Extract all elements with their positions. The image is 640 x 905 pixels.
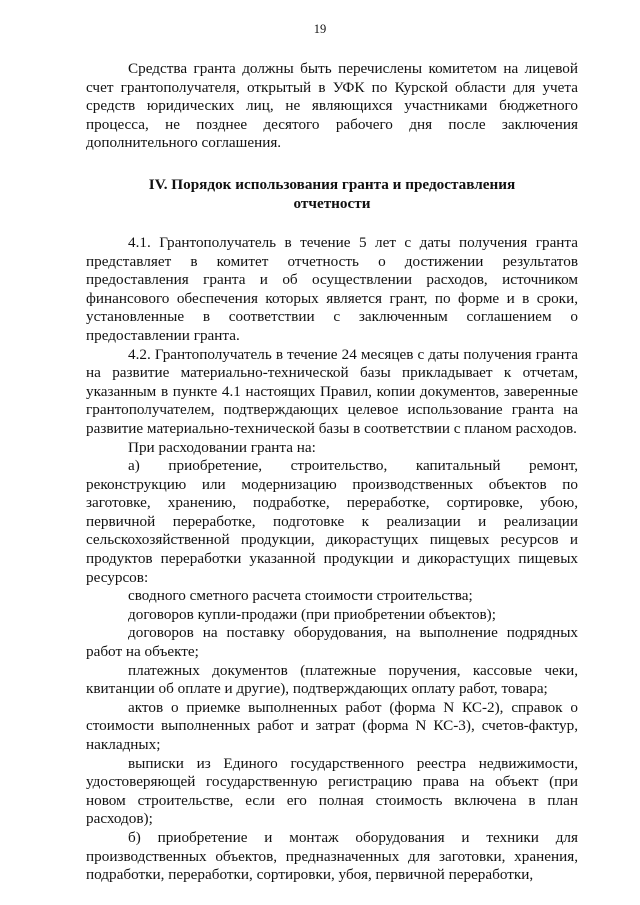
section-title [86, 175, 578, 213]
intro-paragraph: Средства гранта должны быть перечислены комитетом на лицевой счет грантополучателя, открытый в УФК по Курской области для учета средств юридических лиц, не являющихся участниками бюджетного процесса, не позднее десятого рабочего дня после заключения дополнительного соглашения. [86, 60, 578, 152]
doc-payment-documents: платежных документов (платежные поручения, кассовые чеки, квитанции об оплате и другие), подтверждающих оплату работ, товара; [86, 661, 578, 698]
doc-registry-extract: выписки из Единого государственного реестра недвижимости, удостоверяющей государственную регистрацию права на объект (при новом строительстве, если его полная стоимость включена в план расходов); [86, 754, 578, 828]
document-body [86, 60, 578, 885]
paragraph-4-1: 4.1. Грантополучатель в течение 5 лет с даты получения гранта представляет в комитет отчетность о достижении результатов предоставления гранта и об осуществлении расходов, источником финансового обеспечения которых является грант, по форме и в сроки, установленные в соответствии с заключенным соглашением о предоставлении гранта. [86, 233, 578, 344]
section-title-line-2: отчетности [293, 194, 371, 212]
doc-estimate: сводного сметного расчета стоимости строительства; [128, 587, 473, 605]
section-title-line-1: IV. Порядок использования гранта и предоставления [148, 175, 516, 193]
item-b: б) приобретение и монтаж оборудования и техники для производственных объектов, предназначенных для заготовки, хранения, подработки, переработки, сортировки, убоя, первичной переработки, [86, 828, 578, 884]
doc-supply-contracts: договоров на поставку оборудования, на выполнение подрядных работ на объекте; [86, 624, 578, 661]
paragraph-4-2: 4.2. Грантополучатель в течение 24 месяцев с даты получения гранта на развитие материально-технической базы прикладывает к отчетам, указанным в пункте 4.1 настоящих Правил, копии документов, заверенные грантополучателем, подтверждающих целевое использование гранта на развитие материально-технической базы в соответствии с планом расходов. [86, 345, 578, 437]
expenses-intro: При расходовании гранта на: [128, 438, 316, 456]
item-a: а) приобретение, строительство, капитальный ремонт, реконструкцию или модернизацию производственных объектов по заготовке, хранению, подработке, переработке, сортировке, убою, первичной переработке, подготовке к реализации и реализации сельскохозяйственной продукции, дикорастущих пищевых ресурсов и продуктов переработки указанной продукции и дикорастущих пищевых ресурсов: [86, 457, 578, 586]
page-number: 19 [313, 22, 327, 36]
doc-sale-contracts: договоров купли-продажи (при приобретении объектов); [128, 605, 496, 623]
doc-acceptance-acts: актов о приемке выполненных работ (форма N КС-2), справок о стоимости выполненных работ и затрат (форма N КС-3), счетов-фактур, накладных; [86, 698, 578, 753]
